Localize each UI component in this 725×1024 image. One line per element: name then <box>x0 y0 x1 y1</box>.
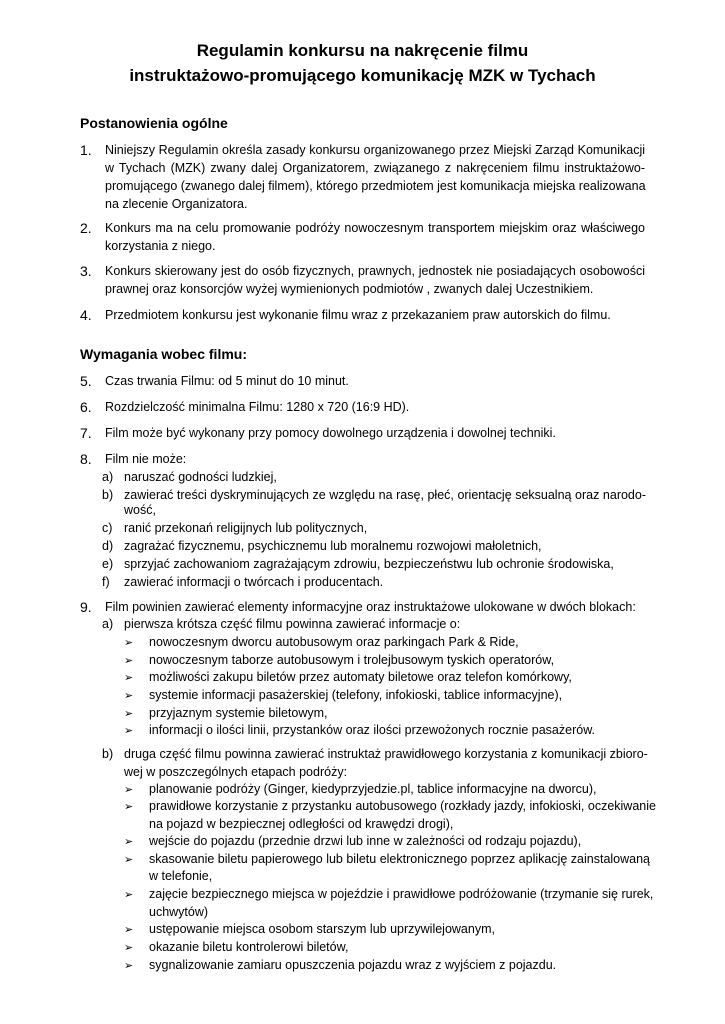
arrow-bullet-icon: ➢ <box>124 960 134 972</box>
bullet-text: zajęcie bezpiecznego miejsca w pojeździe i prawidłowe podróżowanie (trzymanie się rurek, <box>149 887 654 901</box>
item-number: 4. <box>80 307 92 323</box>
arrow-bullet-icon: ➢ <box>124 708 134 720</box>
arrow-bullet-icon: ➢ <box>124 801 134 813</box>
item-8-b-line-1: zawierać treści dyskryminujących ze względu na rasę, płeć, orientację seksualną oraz narodo- <box>124 488 646 502</box>
item-1-line-2: w Tychach (MZK) zwany dalej Organizatorem, związanego z nakręceniem filmu instruktażowo- <box>105 161 645 175</box>
item-8-e-text: sprzyjać zachowaniom zagrażającym zdrowiu, bezpieczeństwu lub ochronie środowiska, <box>124 557 614 571</box>
document-title-line-1: Regulamin konkursu na nakręcenie filmu <box>196 41 529 60</box>
item-number: 2. <box>80 220 92 236</box>
item-2-line-2: korzystania z niego. <box>105 239 216 253</box>
bullet-text: sygnalizowanie zamiaru opuszczenia pojazdu wraz z wyjściem z pojazdu. <box>149 958 557 972</box>
sub-item-label: d) <box>102 539 114 553</box>
item-9-line-1: Film powinien zawierać elementy informacyjne oraz instruktażowe ulokowane w dwóch blokach: <box>105 600 636 614</box>
sub-item-label: b) <box>102 488 114 502</box>
item-8-line-1: Film nie może: <box>105 452 187 466</box>
item-8-d-text: zagrażać fizycznemu, psychicznemu lub moralnemu rozwojowi małoletnich, <box>124 539 542 553</box>
item-9-a-text: pierwsza krótsza część filmu powinna zawierać informacje o: <box>124 617 461 631</box>
bullet-text: ustępowanie miejsca osobom starszym lub uprzywilejowanym, <box>149 922 495 936</box>
arrow-bullet-icon: ➢ <box>124 784 134 796</box>
bullet-text: możliwości zakupu biletów przez automaty biletowe oraz telefon komórkowy, <box>149 670 572 684</box>
bullet-text: okazanie biletu kontrolerowi biletów, <box>149 940 349 954</box>
item-8-a-text: naruszać godności ludzkiej, <box>124 470 277 484</box>
item-number: 8. <box>80 451 92 467</box>
item-9-b-line-1: druga część filmu powinna zawierać instruktaż prawidłowego korzystania z komunikacji zbioro- <box>124 747 648 761</box>
item-1-line-1: Niniejszy Regulamin określa zasady konkursu organizowanego przez Miejski Zarząd Komunikacji <box>105 143 645 157</box>
arrow-bullet-icon: ➢ <box>124 942 134 954</box>
item-1-line-4: na zlecenie Organizatora. <box>105 197 248 211</box>
item-number: 3. <box>80 263 92 279</box>
sub-item-label: a) <box>102 617 114 631</box>
item-1-line-3: promującego (zwanego dalej filmem), którego przedmiotem jest komunikacja miejska realizowana <box>105 179 646 193</box>
bullet-text-continuation: uchwytów) <box>149 905 209 919</box>
item-9-b-line-2: wej w poszczególnych etapach podróży: <box>124 765 348 779</box>
arrow-bullet-icon: ➢ <box>124 854 134 866</box>
item-number: 1. <box>80 142 92 158</box>
item-3-line-2: prawnej oraz konsorcjów wyżej wymienionych podmiotów , zwanych dalej Uczestnikiem. <box>105 282 594 296</box>
section-heading-requirements: Wymagania wobec filmu: <box>80 346 247 362</box>
item-number: 9. <box>80 599 92 615</box>
arrow-bullet-icon: ➢ <box>124 725 134 737</box>
item-2-line-1: Konkurs ma na celu promowanie podróży nowoczesnym transportem miejskim oraz właściwego <box>105 221 645 235</box>
item-8-c-text: ranić przekonań religijnych lub politycznych, <box>124 521 368 535</box>
sub-item-label: f) <box>102 575 110 589</box>
item-number: 7. <box>80 425 92 441</box>
bullet-text: planowanie podróży (Ginger, kiedyprzyjedzie.pl, tablice informacyjne na dworcu), <box>149 782 597 796</box>
item-3-line-1: Konkurs skierowany jest do osób fizycznych, prawnych, jednostek nie posiadających osobowości <box>105 264 645 278</box>
item-4-line-1: Przedmiotem konkursu jest wykonanie filmu wraz z przekazaniem praw autorskich do filmu. <box>105 308 611 322</box>
bullet-text: prawidłowe korzystanie z przystanku autobusowego (rozkłady jazdy, infokioski, oczekiwanie <box>149 799 656 813</box>
bullet-text: nowoczesnym taborze autobusowym i trolejbusowym tyskich operatorów, <box>149 653 555 667</box>
document-title-line-2: instruktażowo-promującego komunikację MZK w Tychach <box>129 66 596 85</box>
arrow-bullet-icon: ➢ <box>124 690 134 702</box>
bullet-text: wejście do pojazdu (przednie drzwi lub inne w zależności od rodzaju pojazdu), <box>149 834 582 848</box>
bullet-text-continuation: na pojazd w bezpiecznej odległości od krawędzi drogi), <box>149 817 454 831</box>
sub-item-label: b) <box>102 747 114 761</box>
item-number: 5. <box>80 373 92 389</box>
item-7-line-1: Film może być wykonany przy pomocy dowolnego urządzenia i dowolnej techniki. <box>105 426 556 440</box>
bullet-text: skasowanie biletu papierowego lub biletu elektronicznego poprzez aplikację zainstalowaną <box>149 852 651 866</box>
arrow-bullet-icon: ➢ <box>124 637 134 649</box>
arrow-bullet-icon: ➢ <box>124 836 134 848</box>
sub-item-label: a) <box>102 470 114 484</box>
bullet-text: systemie informacji pasażerskiej (telefony, infokioski, tablice informacyjne), <box>149 688 563 702</box>
arrow-bullet-icon: ➢ <box>124 889 134 901</box>
section-heading-general: Postanowienia ogólne <box>80 115 228 131</box>
sub-item-label: c) <box>102 521 113 535</box>
bullet-text: informacji o ilości linii, przystanków oraz ilości przewożonych rocznie pasażerów. <box>149 723 596 737</box>
arrow-bullet-icon: ➢ <box>124 672 134 684</box>
item-6-line-1: Rozdzielczość minimalna Filmu: 1280 x 720 (16:9 HD). <box>105 400 410 414</box>
item-5-line-1: Czas trwania Filmu: od 5 minut do 10 minut. <box>105 374 349 388</box>
sub-item-label: e) <box>102 557 114 571</box>
item-8-b-line-2: wość, <box>124 503 156 517</box>
arrow-bullet-icon: ➢ <box>124 655 134 667</box>
bullet-text-continuation: w telefonie, <box>149 869 213 883</box>
item-number: 6. <box>80 399 92 415</box>
bullet-text: przyjaznym systemie biletowym, <box>149 706 328 720</box>
bullet-text: nowoczesnym dworcu autobusowym oraz parkingach Park & Ride, <box>149 635 519 649</box>
arrow-bullet-icon: ➢ <box>124 924 134 936</box>
item-8-f-text: zawierać informacji o twórcach i producentach. <box>124 575 384 589</box>
